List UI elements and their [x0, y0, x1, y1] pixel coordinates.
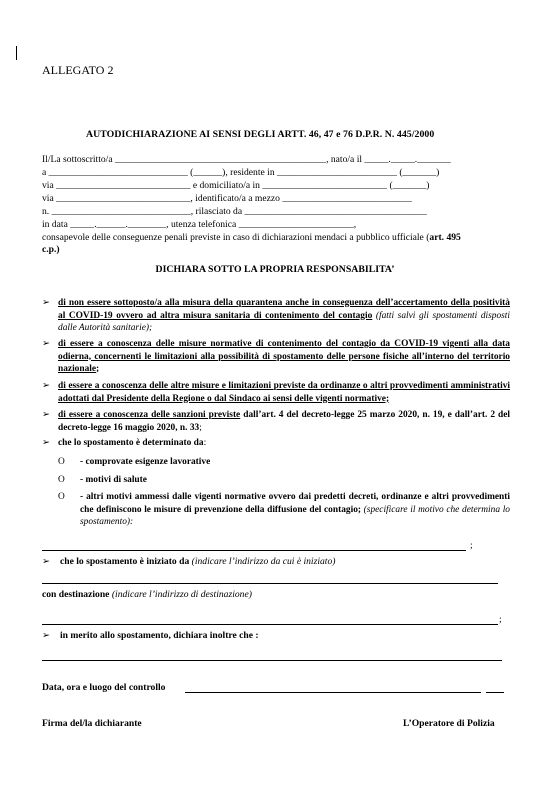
field-line-rilasciato[interactable]: n. _____________________________, rilasciato da ______________________________________	[42, 206, 427, 217]
consapevole-text: consapevole delle conseguenze penali previste in caso di dichiarazioni mendaci a pubblico ufficiale (art. 495	[42, 232, 461, 243]
field-line-domicilio[interactable]: via ____________________________ e domiciliato/a in __________________________ (_______)	[42, 180, 430, 191]
start-address-input-line[interactable]	[42, 583, 498, 584]
circle-checkbox-icon[interactable]: O	[58, 492, 65, 502]
field-line-residenza[interactable]: a _____________________________ (______), residente in _________________________ (_______)	[42, 167, 440, 178]
document-title: AUTODICHIARAZIONE AI SENSI DEGLI ARTT. 46, 47 e 76 D.P.R. N. 445/2000	[86, 129, 435, 140]
list-item-ordinanze: ➢ di essere a conoscenza delle altre misure e limitazioni previste da ordinanze o altri provvedimenti amministrativi adottati dal Presidente della Regione o dal Sindaco ai sensi delle vigenti normative;	[42, 381, 510, 404]
arrow-bullet-icon: ➢	[42, 438, 50, 448]
inoltre-label: in merito allo spostamento, dichiara inoltre che :	[60, 630, 259, 641]
list-item-misure-normative: ➢ di essere a conoscenza delle misure normative di contenimento del contagio da COVID-19 vigenti alla data odierna, concernenti le limitazioni alla possibilità di spostamento delle persone fisiche all’interno del territorio nazionale;	[42, 339, 510, 375]
data-luogo-input-line[interactable]	[185, 692, 481, 693]
circle-checkbox-icon[interactable]: O	[58, 475, 65, 485]
field-line-sottoscritto[interactable]: Il/La sottoscritto/a ____________________________________________, nato/a il _____._____._______	[42, 154, 451, 165]
consapevole-text-end: c.p.)	[42, 244, 60, 255]
option-altri-motivi[interactable]: O - altri motivi ammessi dalle vigenti normative ovvero dai predetti decreti, ordinanze e altri provvedimenti che definiscono le misure di prevenzione della diffusione del contagio; (specificare il motivo che determina lo spostamento):	[58, 492, 510, 528]
field-line-identificato[interactable]: via ____________________________, identificato/a a mezzo ___________________________	[42, 193, 412, 204]
start-bullet-icon: ➢	[42, 556, 51, 567]
text-cursor	[16, 46, 17, 60]
arrow-bullet-icon: ➢	[42, 339, 50, 349]
list-item-quarantena: ➢ di non essere sottoposto/a alla misura della quarantena anche in conseguenza dell’accertamento della positività al COVID-19 ovvero ad altra misura sanitaria di contenimento del contagio (fatti salvi gli spostamenti disposti dalle Autorità sanitarie);	[42, 298, 510, 334]
arrow-bullet-icon: ➢	[42, 381, 50, 391]
option-motivi-salute[interactable]: O - motivi di salute	[58, 475, 147, 485]
data-luogo-input-line-end[interactable]	[486, 692, 504, 693]
circle-checkbox-icon[interactable]: O	[58, 457, 65, 467]
inoltre-bullet-icon: ➢	[42, 630, 51, 641]
arrow-bullet-icon: ➢	[42, 298, 50, 308]
operatore-polizia-label: L’Operatore di Polizia	[403, 718, 495, 729]
semicolon: ;	[470, 540, 473, 551]
firma-dichiarante-label: Firma del/la dichiarante	[42, 718, 142, 729]
semicolon: ;	[499, 614, 502, 625]
declaration-heading: DICHIARA SOTTO LA PROPRIA RESPONSABILITA’	[155, 264, 395, 275]
list-item-sanzioni: ➢ di essere a conoscenza delle sanzioni previste dall’art. 4 del decreto-legge 25 marzo 2020, n. 19, e dall’art. 2 del decreto-legge 16 maggio 2020, n. 33;	[42, 410, 511, 433]
destination-label: con destinazione (indicare l’indirizzo di destinazione)	[42, 589, 252, 600]
motivo-input-line[interactable]	[42, 550, 466, 551]
arrow-bullet-icon: ➢	[42, 410, 50, 420]
start-label: che lo spostamento è iniziato da (indicare l’indirizzo da cui è iniziato)	[60, 556, 336, 567]
allegato-label: ALLEGATO 2	[42, 63, 114, 77]
option-esigenze-lavorative[interactable]: O - comprovate esigenze lavorative	[58, 457, 211, 467]
data-luogo-label: Data, ora e luogo del controllo	[42, 682, 166, 693]
inoltre-input-line[interactable]	[42, 660, 502, 661]
list-item-spostamento: ➢ che lo spostamento è determinato da:	[42, 438, 207, 448]
field-line-data-telefono[interactable]: in data _____.______.________, utenza telefonica ________________________,	[42, 219, 357, 230]
destination-input-line[interactable]	[42, 624, 498, 625]
